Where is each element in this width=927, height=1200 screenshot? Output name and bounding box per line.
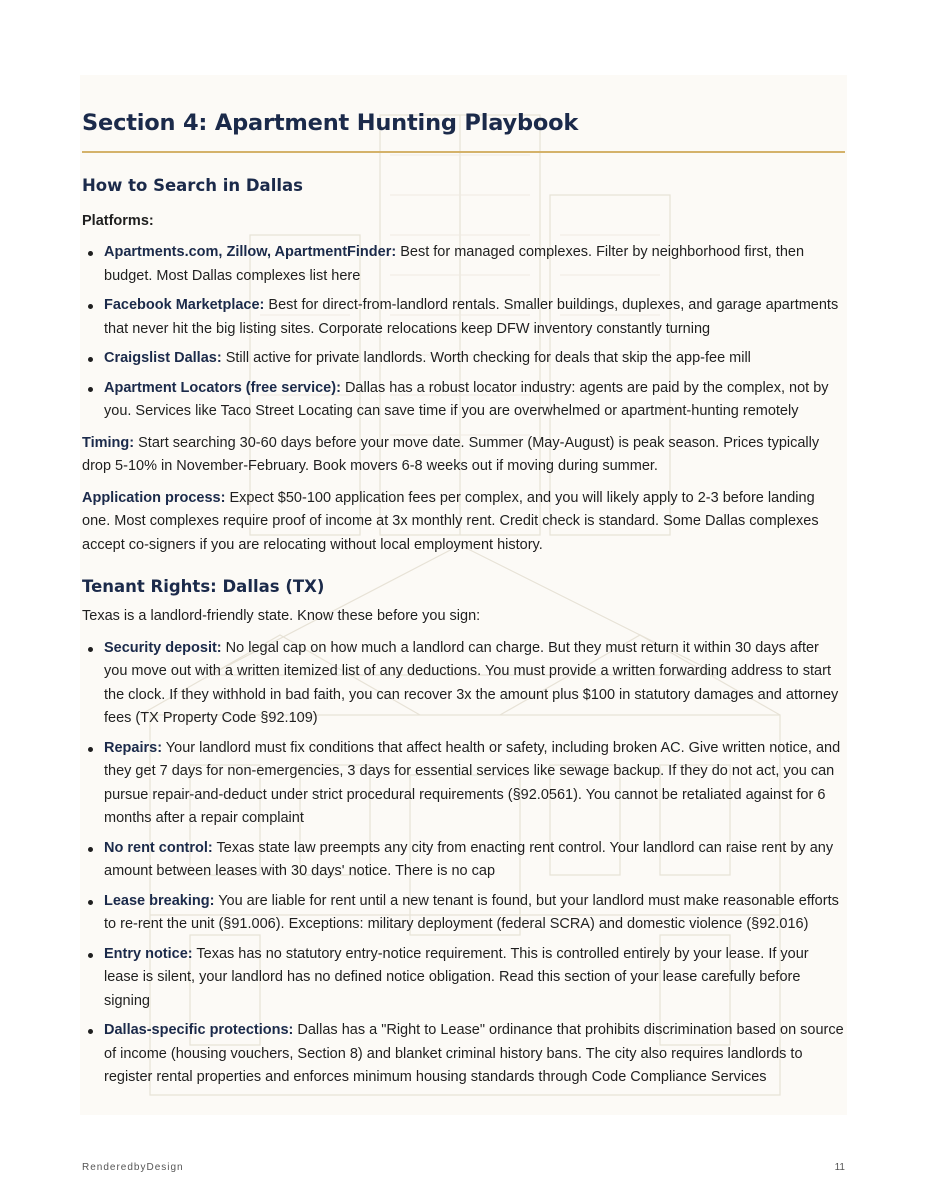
platforms-label: Platforms:: [82, 213, 154, 229]
item-term: Entry notice:: [104, 945, 193, 962]
list-item: [82, 347, 845, 371]
bullet-dot: [88, 1029, 93, 1034]
page-title: Section 4: Apartment Hunting Playbook: [82, 110, 579, 136]
item-term: Facebook Marketplace:: [104, 297, 265, 313]
item-term: Lease breaking:: [104, 892, 215, 909]
list-item: [82, 637, 845, 731]
bullet-dot: [88, 900, 93, 905]
item-text: Still active for private landlords. Worth checking for deals that skip the app-fee mill: [221, 350, 751, 366]
bullet-dot: [88, 747, 93, 752]
list-item: [82, 294, 845, 341]
item-text: Dallas has a "Right to Lease" ordinance that prohibits discrimination based on source of income (housing vouchers, Section 8) and blanket criminal history bans. The city also requires landlords to register rental properties and enforces minimum housing standards through Code Compliance Services: [104, 1022, 844, 1085]
search-heading: How to Search in Dallas: [82, 176, 303, 195]
timing-text: Start searching 30-60 days before your move date. Summer (May-August) is peak season. Prices typically drop 5-10% in November-February. Book movers 6-8 weeks out if moving during summer.: [82, 434, 820, 474]
rights-heading: Tenant Rights: Dallas (TX): [82, 577, 325, 596]
item-text: Dallas has a robust locator industry: agents are paid by the complex, not by you. Services like Taco Street Locating can save time if you are overwhelmed or apartment-hunting remotely: [104, 379, 829, 419]
timing-paragraph: [82, 432, 845, 479]
item-term: Dallas-specific protections:: [104, 1022, 294, 1038]
item-text: No legal cap on how much a landlord can charge. But they must return it within 30 days after you move out with a written itemized list of any deductions. You must provide a written forwarding address to start the clock. If they withhold in bad faith, you can recover 3x the amount plus $100 in statutory damages and attorney fees (TX Property Code §92.109): [104, 639, 839, 726]
list-item: [82, 837, 845, 884]
bullet-dot: [88, 304, 93, 309]
bullet-dot: [88, 953, 93, 958]
item-text: Your landlord must fix conditions that affect health or safety, including broken AC. Give written notice, and they get 7 days for non-emergencies, 3 days for essential services like sewage backup. If they do not act, you can pursue repair-and-deduct under strict procedural requirements (§92.0561). You cannot be retaliated against for 6 months after a repair complaint: [104, 739, 841, 826]
item-term: Craigslist Dallas:: [104, 350, 222, 366]
rights-list: [82, 637, 845, 1090]
title-divider: [82, 151, 845, 153]
item-text: Best for managed complexes. Filter by neighborhood first, then budget. Most Dallas complexes list here: [104, 244, 805, 284]
item-text: Texas has no statutory entry-notice requirement. This is controlled entirely by your lease. If your lease is silent, your landlord has no defined notice obligation. Read this section of your lease carefully before signing: [104, 945, 809, 1009]
footer-brand: RenderedbyDesign: [82, 1162, 184, 1173]
application-term: Application process:: [82, 489, 226, 506]
bullet-dot: [88, 387, 93, 392]
bullet-dot: [88, 647, 93, 652]
rights-intro: Texas is a landlord-friendly state. Know these before you sign:: [82, 608, 481, 624]
item-term: Repairs:: [104, 739, 163, 756]
item-text: Texas state law preempts any city from enacting rent control. Your landlord can raise rent by any amount between leases with 30 days' notice. There is no cap: [104, 839, 834, 879]
item-text: You are liable for rent until a new tenant is found, but your landlord must make reasonable efforts to re-rent the unit (§91.006). Exceptions: military deployment (federal SCRA) and domestic violence (§92.016): [104, 892, 839, 932]
item-term: No rent control:: [104, 839, 213, 856]
list-item: [82, 1019, 845, 1090]
page-content: [82, 110, 845, 1096]
page-number: 11: [834, 1162, 845, 1173]
item-term: Apartment Locators (free service):: [104, 379, 341, 396]
application-paragraph: [82, 487, 845, 558]
list-item: [82, 943, 845, 1014]
bullet-dot: [88, 847, 93, 852]
list-item: [82, 241, 845, 288]
application-text: Expect $50-100 application fees per complex, and you will likely apply to 2-3 before landing one. Most complexes require proof of income at 3x monthly rent. Credit check is standard. Some Dallas complexes accept co-signers if you are relocating without local employment history.: [82, 489, 819, 553]
bullet-dot: [88, 251, 93, 256]
item-term: Security deposit:: [104, 639, 222, 656]
platforms-list: [82, 241, 845, 424]
list-item: [82, 890, 845, 937]
bullet-dot: [88, 357, 93, 362]
list-item: [82, 737, 845, 831]
timing-term: Timing:: [82, 434, 135, 451]
item-text: Best for direct-from-landlord rentals. Smaller buildings, duplexes, and garage apartments that never hit the big listing sites. Corporate relocations keep DFW inventory constantly turning: [104, 297, 839, 337]
item-term: Apartments.com, Zillow, ApartmentFinder:: [104, 244, 397, 260]
list-item: [82, 377, 845, 424]
